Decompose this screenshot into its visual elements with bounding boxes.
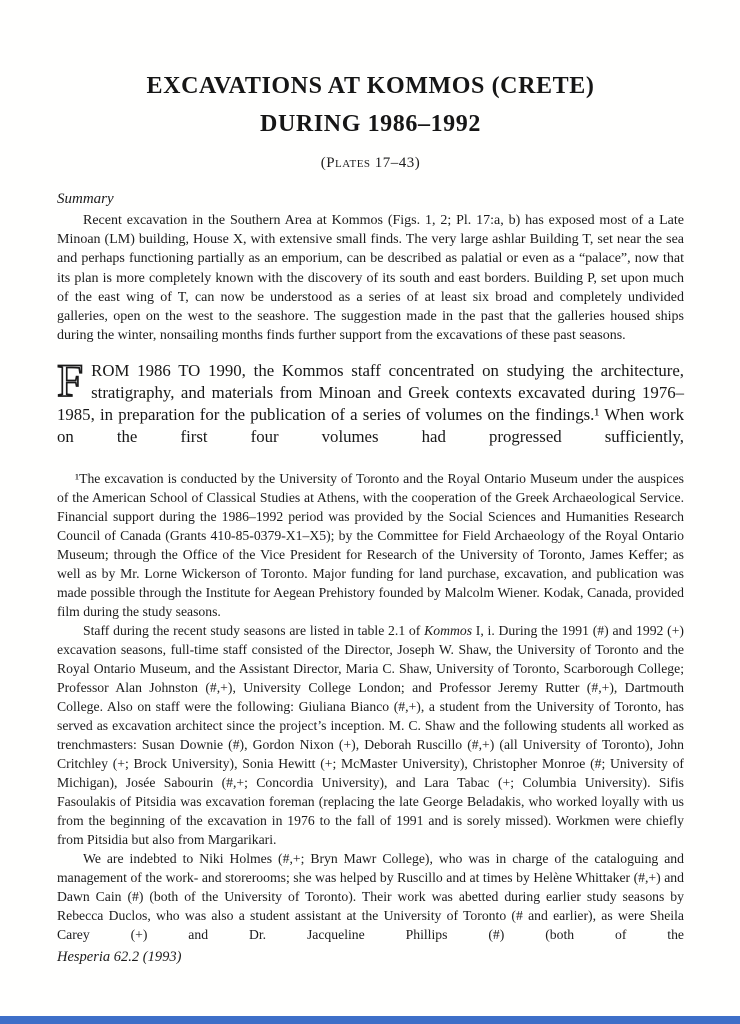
footnote-staff-paragraph: Staff during the recent study seasons are listed in table 2.1 of Kommos I, i. During the 1991 (#) and 1992 (+) excavation seasons, full-time staff consisted of the Director, Joseph W. Shaw, the University of Toronto and the Royal Ontario Museum, and the Assistant Director, Maria C. Shaw, University of Toronto, Scarborough College; Professor Alan Johnston (#,+), University College London; and Professor Jeremy Rutter (#,+), Dartmouth College. Also on staff were the following: Giuliana Bianco (#,+), a student from the University of Toronto, has served as excavation architect since the project’s inception. M. C. Shaw and the following students all worked as trenchmasters: Susan Downie (#), Gordon Nixon (+), Deborah Ruscillo (#,+) (all University of Toronto), John Critchley (+; Brock University), Sonia Hewitt (+; McMaster University), Christopher Monroe (#; University of Michigan), Josée Sabourin (#,+; Concordia University), and Lara Tabac (+; Columbia University). Sifis Fasoulakis of Pitsidia was excavation foreman (replacing the late George Beladakis, who worked loyally with us from the beginning of the excavation in 1976 to the fall of 1991 and is sorely missed). Workmen were chiefly from Pitsidia but also from Margarikari.: [57, 623, 684, 848]
drop-cap-initial: F: [57, 355, 84, 408]
article-title-line1: EXCAVATIONS AT KOMMOS (CRETE): [146, 73, 595, 99]
footnote-acknowledgements-paragraph: We are indebted to Niki Holmes (#,+; Bryn Mawr College), who was in charge of the cataloguing and management of the work- and storerooms; she was helped by Ruscillo and at times by Helène Whittaker (#,+) and Dawn Cain (#) (both of the University of Toronto). Their work was abetted during earlier study seasons by Rebecca Duclos, who was also a student assistant at the University of Toronto (# and earlier), as were Sheila Carey (+) and Dr. Jacqueline Phillips (#) (both of the: [57, 851, 684, 943]
footnote-funding-paragraph: ¹The excavation is conducted by the University of Toronto and the Royal Ontario Museum under the auspices of the American School of Classical Studies at Athens, with the cooperation of the Greek Archaeological Service. Financial support during the 1986–1992 period was provided by the Social Sciences and Humanities Research Council of Canada (Grants 410-85-0379-X1–X5); by the Committee for Field Archaeology of the Royal Ontario Museum; through the Office of the Vice President for Research of the University of Toronto, James Keffer; as well as by Mr. Lorne Wickerson of Toronto. Major funding for land purchase, excavation, and publication was made possible through the Institute for Aegean Prehistory founded by Malcolm Wiener. Kodak, Canada, provided film during the study seasons.: [57, 471, 684, 620]
summary-heading: Summary: [57, 191, 114, 207]
journal-citation-footer: Hesperia 62.2 (1993): [57, 949, 182, 965]
plates-reference-line: (Plates 17–43): [320, 155, 421, 171]
intro-paragraph: [57, 355, 684, 448]
article-title-line2: DURING 1986–1992: [260, 111, 481, 137]
intro-paragraph-text: ROM 1986 TO 1990, the Kommos staff concentrated on studying the architecture, stratigraphy, and materials from Minoan and Greek contexts excavated during 1976–1985, in preparation for the publication of a series of volumes on the findings.¹ When work on the first four volumes had progressed sufficiently,: [57, 361, 684, 447]
summary-paragraph: Recent excavation in the Southern Area at Kommos (Figs. 1, 2; Pl. 17:a, b) has exposed most of a Late Minoan (LM) building, House X, with extensive small finds. The very large ashlar Building T, set near the sea and perhaps functioning partially as an emporium, can be described as palatial or even as a “palace”, now that its plan is more completely known with the discovery of its south and east borders. Building P, set upon much of the east wing of T, can now be understood as a series of at least six broad and completely undivided galleries, open on the west to the seashore. The suggestion made in the past that the galleries housed ships during the winter, nonsailing months finds further support from the excavations of these past seasons.: [57, 213, 684, 344]
footnotes-section: [57, 469, 684, 944]
page-bottom-bar: [0, 1016, 740, 1024]
